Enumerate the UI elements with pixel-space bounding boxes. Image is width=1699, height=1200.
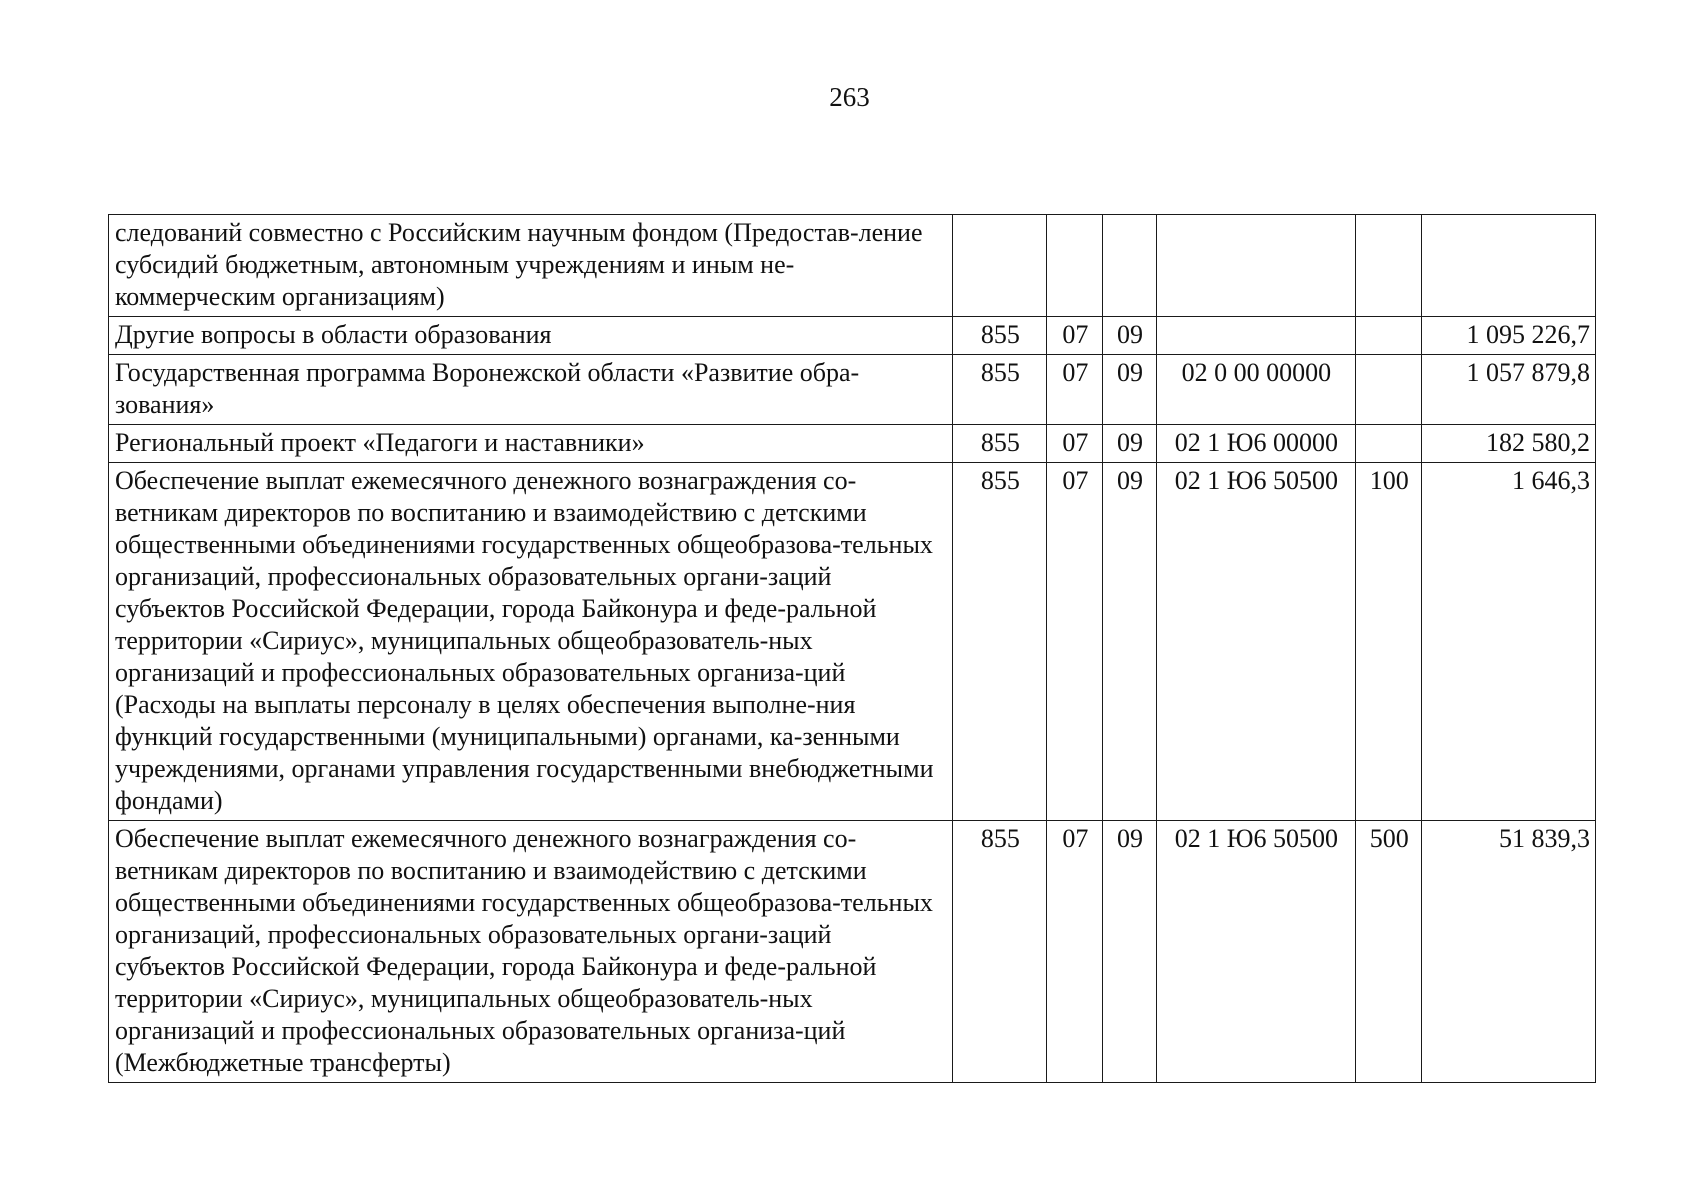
row-vr [1356, 425, 1422, 463]
row-pr: 09 [1103, 355, 1157, 425]
row-rz [1047, 215, 1103, 317]
table-row [109, 463, 1596, 821]
row-sum: 51 839,3 [1422, 821, 1596, 1083]
row-name: Другие вопросы в области образования [109, 317, 953, 355]
table-row [109, 317, 1596, 355]
row-vr [1356, 355, 1422, 425]
row-ved: 855 [953, 317, 1047, 355]
row-sum: 1 646,3 [1422, 463, 1596, 821]
row-ved: 855 [953, 821, 1047, 1083]
row-ved: 855 [953, 355, 1047, 425]
row-name: Региональный проект «Педагоги и наставники» [109, 425, 953, 463]
row-rz: 07 [1047, 425, 1103, 463]
row-csr [1156, 215, 1355, 317]
row-sum: 182 580,2 [1422, 425, 1596, 463]
row-vr: 100 [1356, 463, 1422, 821]
row-sum [1422, 215, 1596, 317]
table-row [109, 355, 1596, 425]
budget-table [108, 214, 1596, 1083]
row-csr: 02 1 Ю6 50500 [1156, 463, 1355, 821]
row-csr: 02 1 Ю6 50500 [1156, 821, 1355, 1083]
row-rz: 07 [1047, 463, 1103, 821]
row-rz: 07 [1047, 821, 1103, 1083]
row-vr: 500 [1356, 821, 1422, 1083]
row-name: следований совместно с Российским научным фондом (Предостав-ление субсидий бюджетным, автономным учреждениям и иным не-коммерческим организациям) [109, 215, 953, 317]
row-ved: 855 [953, 425, 1047, 463]
row-sum: 1 095 226,7 [1422, 317, 1596, 355]
row-vr [1356, 317, 1422, 355]
page-number: 263 [829, 82, 870, 112]
row-ved [953, 215, 1047, 317]
row-pr: 09 [1103, 463, 1157, 821]
row-name: Обеспечение выплат ежемесячного денежного вознаграждения со-ветникам директоров по воспитанию и взаимодействию с детскими общественными объединениями государственных общеобразова-тельных организаций, профессиональных образовательных органи-заций субъектов Российской Федерации, города Байконура и феде-ральной территории «Сириус», муниципальных общеобразователь-ных организаций и профессиональных образовательных организа-ций (Расходы на выплаты персоналу в целях обеспечения выполне-ния функций государственными (муниципальными) органами, ка-зенными учреждениями, органами управления государственными внебюджетными фондами) [109, 463, 953, 821]
row-rz: 07 [1047, 317, 1103, 355]
row-csr: 02 0 00 00000 [1156, 355, 1355, 425]
row-pr: 09 [1103, 425, 1157, 463]
row-pr: 09 [1103, 317, 1157, 355]
row-name: Обеспечение выплат ежемесячного денежного вознаграждения со-ветникам директоров по воспитанию и взаимодействию с детскими общественными объединениями государственных общеобразова-тельных организаций, профессиональных образовательных органи-заций субъектов Российской Федерации, города Байконура и феде-ральной территории «Сириус», муниципальных общеобразователь-ных организаций и профессиональных образовательных организа-ций (Межбюджетные трансферты) [109, 821, 953, 1083]
row-pr [1103, 215, 1157, 317]
row-rz: 07 [1047, 355, 1103, 425]
table-row [109, 821, 1596, 1083]
table-row [109, 215, 1596, 317]
row-name: Государственная программа Воронежской области «Развитие обра-зования» [109, 355, 953, 425]
row-sum: 1 057 879,8 [1422, 355, 1596, 425]
row-csr [1156, 317, 1355, 355]
row-csr: 02 1 Ю6 00000 [1156, 425, 1355, 463]
row-pr: 09 [1103, 821, 1157, 1083]
table-row [109, 425, 1596, 463]
row-ved: 855 [953, 463, 1047, 821]
row-vr [1356, 215, 1422, 317]
